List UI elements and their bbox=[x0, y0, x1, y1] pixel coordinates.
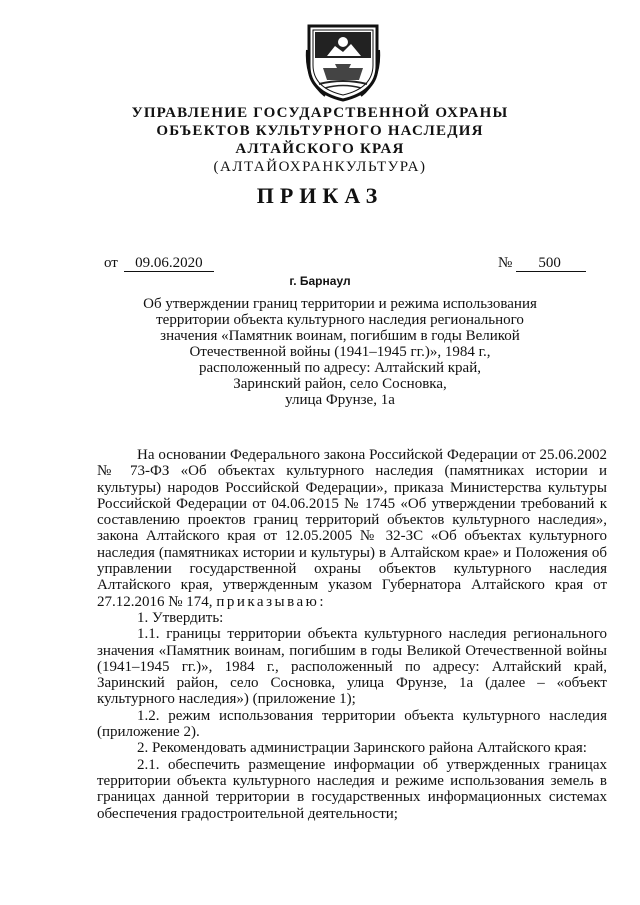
subject-line: значения «Памятник воинам, погибшим в годы Великой bbox=[160, 328, 520, 344]
org-short-name: (АЛТАЙОХРАНКУЛЬТУРА) bbox=[213, 159, 427, 175]
subject-line: улица Фрунзе, 1а bbox=[285, 392, 395, 408]
subject-line: Отечественной войны (1941–1945 гг.)», 1984 г., bbox=[189, 344, 491, 360]
item-1: 1. Утвердить: bbox=[137, 609, 224, 626]
item-1-1: 1.1. границы территории объекта культурного наследия регионального значения «Памятник воинам, погибшим в годы Великой Отечественной войны (1941–1945 гг.)», 1984 г., расположенный по адресу: Алтайский край, Заринский район, село Сосновка, улица Фрунзе, 1а (далее – «объект культурного наследия») (приложение 1); bbox=[97, 626, 607, 708]
subject-line: территории объекта культурного наследия регионального bbox=[156, 312, 524, 328]
item-2-1: 2.1. обеспечить размещение информации об утвержденных границах территории объекта культурного наследия и режиме использования земель в границах данной территории в государственных информационных системах обеспечения градостроительной деятельности; bbox=[97, 756, 607, 822]
org-line-1: УПРАВЛЕНИЕ ГОСУДАРСТВЕННОЙ ОХРАНЫ bbox=[131, 105, 509, 121]
subject-line: Заринский район, село Сосновка, bbox=[233, 376, 447, 392]
preamble-text: На основании Федерального закона Российской Федерации от 25.06.2002 № 73-ФЗ «Об объектах культурного наследия (памятниках истории и культуры) народов Российской Федерации», приказа Министерства культуры Российской Федерации от 04.06.2015 № 1745 «Об утверждении требований к составлению проектов границ территорий объектов культурного наследия», закона Алтайского края от 12.05.2005 № 32-ЗС «Об объектах культурного наследия (памятниках истории и культуры) в Алтайском крае» и Положения об управлении государственной охраны объектов культурного наследия Алтайского края, утвержденным указом Губернатора Алтайского края от 27.12.2016 № 174, bbox=[97, 447, 607, 610]
subject-line: расположенный по адресу: Алтайский край, bbox=[199, 360, 481, 376]
document-city: г. Барнаул bbox=[289, 274, 351, 288]
coat-of-arms-emblem bbox=[305, 20, 381, 102]
date-prefix: от bbox=[104, 255, 118, 271]
org-line-3: АЛТАЙСКОГО КРАЯ bbox=[235, 141, 405, 157]
org-line-2: ОБЪЕКТОВ КУЛЬТУРНОГО НАСЛЕДИЯ bbox=[156, 123, 484, 139]
document-date-line bbox=[104, 255, 214, 272]
number-prefix: № bbox=[498, 255, 513, 271]
subject-line: Об утверждении границ территории и режима использования bbox=[143, 296, 537, 312]
document-number-line bbox=[498, 255, 586, 272]
preamble-paragraph bbox=[97, 447, 607, 610]
document-number: 500 bbox=[516, 256, 586, 272]
item-1-2: 1.2. режим использования территории объекта культурного наследия (приложение 2). bbox=[97, 707, 607, 741]
document-body bbox=[97, 447, 607, 822]
preamble-action: приказываю: bbox=[216, 593, 327, 610]
document-date: 09.06.2020 bbox=[124, 256, 214, 272]
document-type-title: ПРИКАЗ bbox=[256, 183, 384, 208]
organization-name bbox=[0, 104, 640, 176]
document-subject bbox=[130, 296, 550, 408]
item-2: 2. Рекомендовать администрации Заринского района Алтайского края: bbox=[137, 740, 587, 757]
